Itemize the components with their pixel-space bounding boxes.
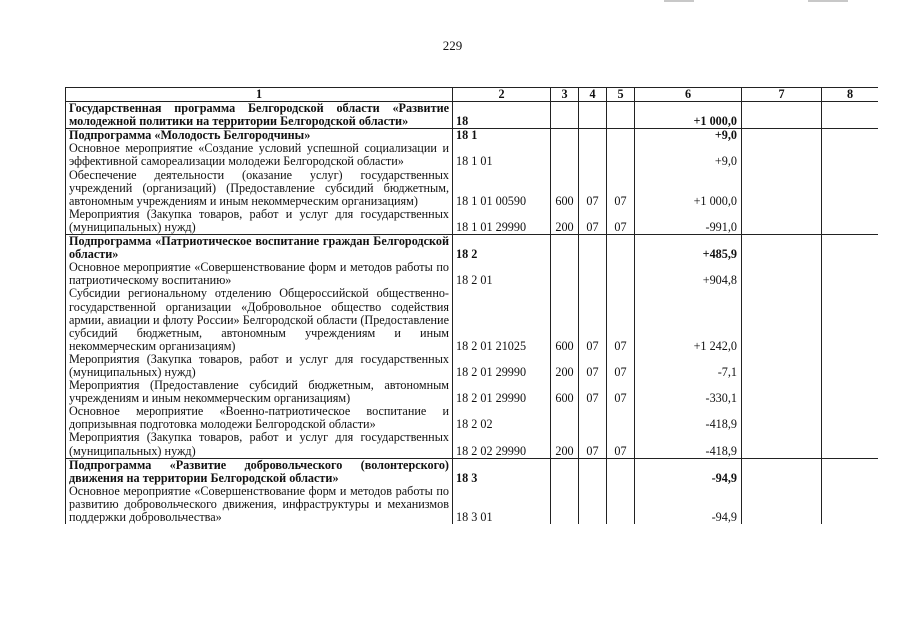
row-code: 18 2 01: [453, 261, 551, 287]
table-row: [66, 235, 879, 262]
row-description: Обеспечение деятельности (оказание услуг) государственных учреждений (организаций) (Предоставление субсидий бюджетным, автономным учреждениям и иным некоммерческим организациям): [66, 169, 453, 208]
table-row: [66, 102, 879, 129]
row-section: [579, 261, 607, 287]
row-subsection: [607, 235, 635, 262]
row-description: Подпрограмма «Развитие добровольческого (волонтерского) движения на территории Белгородской области»: [66, 458, 453, 485]
row-empty-cell: [742, 287, 822, 352]
row-amount: +1 000,0: [635, 169, 742, 208]
row-code: 18 1: [453, 129, 551, 143]
row-empty-cell: [822, 485, 879, 524]
table-row: [66, 129, 879, 143]
row-code: 18 2 01 29990: [453, 379, 551, 405]
row-empty-cell: [742, 208, 822, 235]
row-code: 18 2: [453, 235, 551, 262]
row-empty-cell: [742, 458, 822, 485]
row-description: Мероприятия (Предоставление субсидий бюджетным, автономным учреждениям и иным некоммерческим организациям): [66, 379, 453, 405]
row-subsection: 07: [607, 208, 635, 235]
row-section: 07: [579, 431, 607, 458]
row-empty-cell: [822, 353, 879, 379]
row-empty-cell: [822, 458, 879, 485]
row-empty-cell: [742, 129, 822, 143]
row-expense-type: [551, 102, 579, 129]
row-subsection: [607, 458, 635, 485]
column-header: 7: [742, 88, 822, 102]
table-row: [66, 169, 879, 208]
budget-table: [65, 87, 878, 524]
row-code: 18 3 01: [453, 485, 551, 524]
row-expense-type: 200: [551, 353, 579, 379]
row-empty-cell: [822, 102, 879, 129]
row-expense-type: 200: [551, 431, 579, 458]
row-code: 18: [453, 102, 551, 129]
row-subsection: [607, 261, 635, 287]
row-section: 07: [579, 379, 607, 405]
row-expense-type: 600: [551, 169, 579, 208]
row-section: 07: [579, 353, 607, 379]
table-row: [66, 142, 879, 168]
table-row: [66, 287, 879, 352]
row-amount: -418,9: [635, 405, 742, 431]
row-amount: +904,8: [635, 261, 742, 287]
row-description: Основное мероприятие «Совершенствование форм и методов работы по патриотическому воспитанию»: [66, 261, 453, 287]
table-row: [66, 353, 879, 379]
row-amount: -330,1: [635, 379, 742, 405]
row-subsection: 07: [607, 287, 635, 352]
row-expense-type: 600: [551, 287, 579, 352]
row-amount: -7,1: [635, 353, 742, 379]
row-subsection: 07: [607, 431, 635, 458]
table-row: [66, 431, 879, 458]
column-header: 8: [822, 88, 879, 102]
row-expense-type: [551, 261, 579, 287]
table-row: [66, 458, 879, 485]
row-empty-cell: [742, 261, 822, 287]
row-description: Основное мероприятие «Совершенствование форм и методов работы по развитию добровольческого движения, инфраструктуры и механизмов поддержки добровольчества»: [66, 485, 453, 524]
row-expense-type: [551, 405, 579, 431]
column-header: 6: [635, 88, 742, 102]
column-header: 5: [607, 88, 635, 102]
row-subsection: [607, 142, 635, 168]
row-expense-type: [551, 142, 579, 168]
row-subsection: [607, 485, 635, 524]
row-empty-cell: [822, 405, 879, 431]
row-subsection: [607, 405, 635, 431]
column-header: 3: [551, 88, 579, 102]
row-code: 18 2 01 29990: [453, 353, 551, 379]
row-description: Мероприятия (Закупка товаров, работ и услуг для государственных (муниципальных) нужд): [66, 208, 453, 235]
row-subsection: [607, 102, 635, 129]
table-row: [66, 485, 879, 524]
row-empty-cell: [822, 287, 879, 352]
row-section: [579, 102, 607, 129]
row-empty-cell: [742, 485, 822, 524]
row-empty-cell: [822, 208, 879, 235]
row-empty-cell: [742, 431, 822, 458]
row-section: [579, 485, 607, 524]
row-section: [579, 405, 607, 431]
row-empty-cell: [822, 379, 879, 405]
row-section: 07: [579, 208, 607, 235]
row-amount: +9,0: [635, 129, 742, 143]
row-amount: +1 000,0: [635, 102, 742, 129]
row-empty-cell: [742, 379, 822, 405]
row-expense-type: [551, 458, 579, 485]
row-code: 18 2 02: [453, 405, 551, 431]
row-description: Подпрограмма «Патриотическое воспитание граждан Белгородской области»: [66, 235, 453, 262]
scan-artifact: [664, 0, 694, 2]
row-empty-cell: [822, 129, 879, 143]
row-subsection: 07: [607, 379, 635, 405]
row-expense-type: 200: [551, 208, 579, 235]
column-number-row: [66, 88, 879, 102]
row-expense-type: [551, 235, 579, 262]
budget-table-frame: [65, 87, 878, 587]
row-empty-cell: [822, 169, 879, 208]
table-body: [66, 102, 879, 525]
row-empty-cell: [742, 169, 822, 208]
row-empty-cell: [822, 261, 879, 287]
row-subsection: 07: [607, 353, 635, 379]
row-section: [579, 235, 607, 262]
row-amount: +9,0: [635, 142, 742, 168]
row-code: 18 2 02 29990: [453, 431, 551, 458]
column-header: 1: [66, 88, 453, 102]
row-empty-cell: [822, 431, 879, 458]
row-amount: +1 242,0: [635, 287, 742, 352]
row-amount: -94,9: [635, 458, 742, 485]
row-subsection: [607, 129, 635, 143]
row-description: Субсидии региональному отделению Общероссийской общественно-государственной организации «Добровольное общество содействия армии, авиации и флоту России» Белгородской области (Предоставление субсидий бюджетным, автономным учреждениям и иным некоммерческим организациям): [66, 287, 453, 352]
table-row: [66, 208, 879, 235]
row-code: 18 3: [453, 458, 551, 485]
row-code: 18 1 01 00590: [453, 169, 551, 208]
row-expense-type: [551, 485, 579, 524]
row-empty-cell: [822, 142, 879, 168]
row-code: 18 2 01 21025: [453, 287, 551, 352]
row-description: Мероприятия (Закупка товаров, работ и услуг для государственных (муниципальных) нужд): [66, 353, 453, 379]
row-code: 18 1 01: [453, 142, 551, 168]
row-section: [579, 458, 607, 485]
row-subsection: 07: [607, 169, 635, 208]
page-number: 229: [442, 38, 463, 53]
row-description: Основное мероприятие «Создание условий успешной социализации и эффективной самореализации молодежи Белгородской области»: [66, 142, 453, 168]
row-expense-type: [551, 129, 579, 143]
row-amount: +485,9: [635, 235, 742, 262]
row-empty-cell: [742, 102, 822, 129]
row-expense-type: 600: [551, 379, 579, 405]
row-amount: -418,9: [635, 431, 742, 458]
row-description: Мероприятия (Закупка товаров, работ и услуг для государственных (муниципальных) нужд): [66, 431, 453, 458]
row-description: Подпрограмма «Молодость Белгородчины»: [66, 129, 453, 143]
row-empty-cell: [742, 235, 822, 262]
row-section: 07: [579, 287, 607, 352]
table-row: [66, 405, 879, 431]
column-header: 2: [453, 88, 551, 102]
row-amount: -94,9: [635, 485, 742, 524]
table-row: [66, 261, 879, 287]
row-empty-cell: [742, 405, 822, 431]
row-empty-cell: [822, 235, 879, 262]
row-description: Основное мероприятие «Военно-патриотическое воспитание и допризывная подготовка молодежи Белгородской области»: [66, 405, 453, 431]
row-description: Государственная программа Белгородской области «Развитие молодежной политики на территории Белгородской области»: [66, 102, 453, 129]
row-section: [579, 142, 607, 168]
row-empty-cell: [742, 353, 822, 379]
scan-artifact: [808, 0, 848, 2]
column-header: 4: [579, 88, 607, 102]
row-code: 18 1 01 29990: [453, 208, 551, 235]
row-amount: -991,0: [635, 208, 742, 235]
row-empty-cell: [742, 142, 822, 168]
row-section: 07: [579, 169, 607, 208]
table-row: [66, 379, 879, 405]
row-section: [579, 129, 607, 143]
